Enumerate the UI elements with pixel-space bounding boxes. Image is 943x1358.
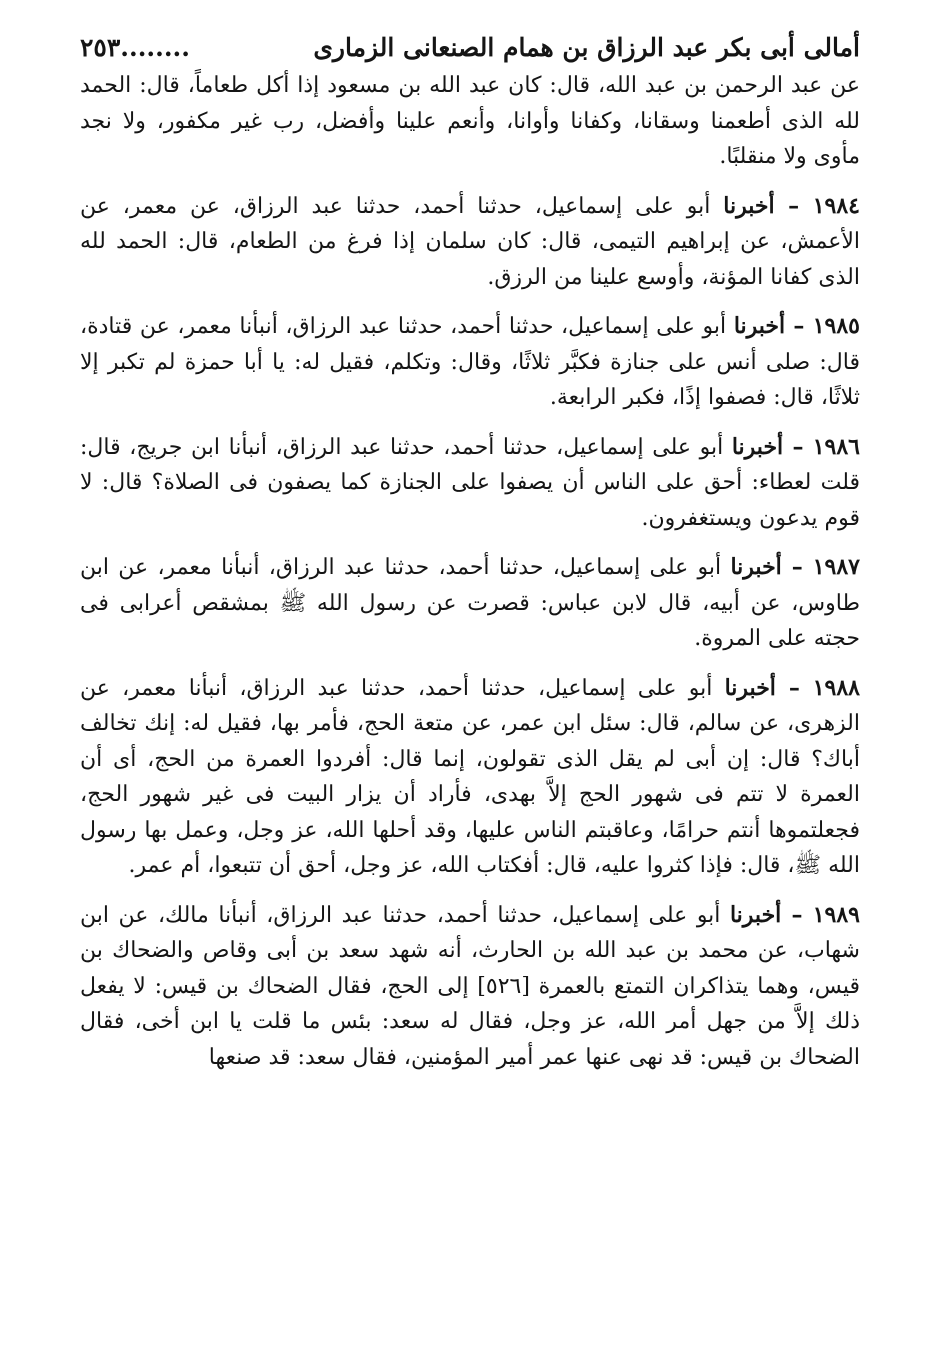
hadith-lead: أخبرنا (723, 192, 775, 219)
hadith-number: ١٩٨٤ (812, 192, 860, 219)
hadith-text: أبو على إسماعيل، حدثنا أحمد، حدثنا عبد الرزاق، أنبأنا معمر، عن الزهرى، عن سالم، قال: سئل ابن عمر، عن متعة الحج، فأمر بها، فقيل له: إنك تخالف أباك؟ قال: إن أبى لم يقل الذى تقولون، إنما قال: أفردوا العمرة من الحج، أى أن العمرة لا تتم فى شهور الحج إلاَّ بهدى، فأراد أن يزار البيت فى غير شهور الحج، فجعلتموها أنتم حرامًا، وعاقبتم الناس عليها، وقد أحلها الله، عز وجل، وعمل بها رسول الله ﷺ، قال: فإذا كثروا عليه، قال: أفكتاب الله، عز وجل، أحق أن تتبعوا، أم عمر. (80, 675, 860, 878)
hadith-lead: أخبرنا (733, 313, 786, 339)
hadith-dash: – (781, 554, 813, 580)
hadith-dash: – (774, 192, 813, 219)
hadith-number: ١٩٨٥ (812, 313, 860, 339)
hadith-paragraph (80, 671, 860, 884)
hadith-lead: أخبرنا (729, 901, 782, 928)
hadith-lead: أخبرنا (724, 674, 776, 701)
page-number-value: ٢٥٣ (80, 33, 121, 62)
hadith-text: أبو على إسماعيل، حدثنا أحمد، حدثنا عبد الرزاق، أنبأنا ابن جريج، قال: قلت لعطاء: أحق على الناس أن يصفوا على الجنازة كما يصفون فى الصلاة؟ قال: لا قوم يدعون ويستغفرون. (80, 434, 860, 531)
hadith-text: أبو على إسماعيل، حدثنا أحمد، حدثنا عبد الرزاق، أنبأنا معمر، عن ابن طاوس، عن أبيه، قال لابن عباس: قصرت عن رسول الله ﷺ بمشقص أعرابى فى حجته على المروة. (80, 555, 860, 651)
hadith-dash: – (781, 901, 813, 928)
hadith-dash: – (785, 313, 813, 339)
page-number (80, 28, 190, 68)
hadith-paragraph (80, 309, 860, 416)
intro-paragraph (80, 68, 860, 175)
hadith-text: أبو على إسماعيل، حدثنا أحمد، حدثنا عبد الرزاق، عن معمر، عن الأعمش، عن إبراهيم التيمى، قال: كان سلمان إذا فرغ من الطعام، قال: الحمد لله الذى كفانا المؤنة، وأوسع علينا من الرزق. (80, 193, 860, 290)
hadith-text: أبو على إسماعيل، حدثنا أحمد، حدثنا عبد الرزاق، أنبأنا مالك، عن ابن شهاب، عن محمد بن عبد الله بن الحارث، أنه شهد سعد بن أبى وقاص والضحاك بن قيس، وهما يتذاكران التمتع بالعمرة [٥٢٦] إلى الحج، فقال الضحاك بن قيس: لا يفعل ذلك إلاَّ من جهل أمر الله، عز وجل، فقال له سعد: بئس ما قلت يا ابن أخى، فقال الضحاك بن قيس: قد نهى عنها عمر أمير المؤمنين، فقال سعد: قد صنعها (80, 902, 860, 1070)
intro-text: عن عبد الرحمن بن عبد الله، قال: كان عبد الله بن مسعود إذا أكل طعاماً، قال: الحمد لله الذى أطعمنا وسقانا، وكفانا وأوانا، وأنعم علينا وأفضل، رب غير مكفور، ولا نجد مأوى ولا منقلبًا. (80, 73, 860, 169)
page-number-dots: ........ (120, 33, 190, 62)
hadith-paragraph (80, 550, 860, 657)
running-header (80, 28, 860, 68)
book-page (80, 28, 860, 1338)
hadith-number: ١٩٨٨ (812, 674, 860, 701)
hadith-number: ١٩٨٦ (812, 433, 860, 460)
hadith-dash: – (775, 674, 813, 701)
hadith-number: ١٩٨٧ (812, 554, 860, 580)
book-title: أمالى أبى بكر عبد الرزاق بن همام الصنعانى الزمارى (313, 33, 860, 62)
hadith-number: ١٩٨٩ (812, 901, 860, 928)
hadith-text: أبو على إسماعيل، حدثنا أحمد، حدثنا عبد الرزاق، أنبأنا معمر، عن قتادة، قال: صلى أنس على جنازة فكبَّر ثلاثًا، وقال: وتكلم، فقيل له: يا أبا حمزة لم تكبر إلا ثلاثًا، قال: فصفوا إذًا، فكبر الرابعة. (80, 314, 860, 410)
hadith-lead: أخبرنا (731, 433, 784, 460)
hadith-paragraph (80, 189, 860, 296)
hadith-lead: أخبرنا (730, 554, 782, 580)
hadith-paragraph (80, 898, 860, 1076)
hadith-dash: – (783, 433, 813, 460)
hadith-paragraph (80, 430, 860, 537)
